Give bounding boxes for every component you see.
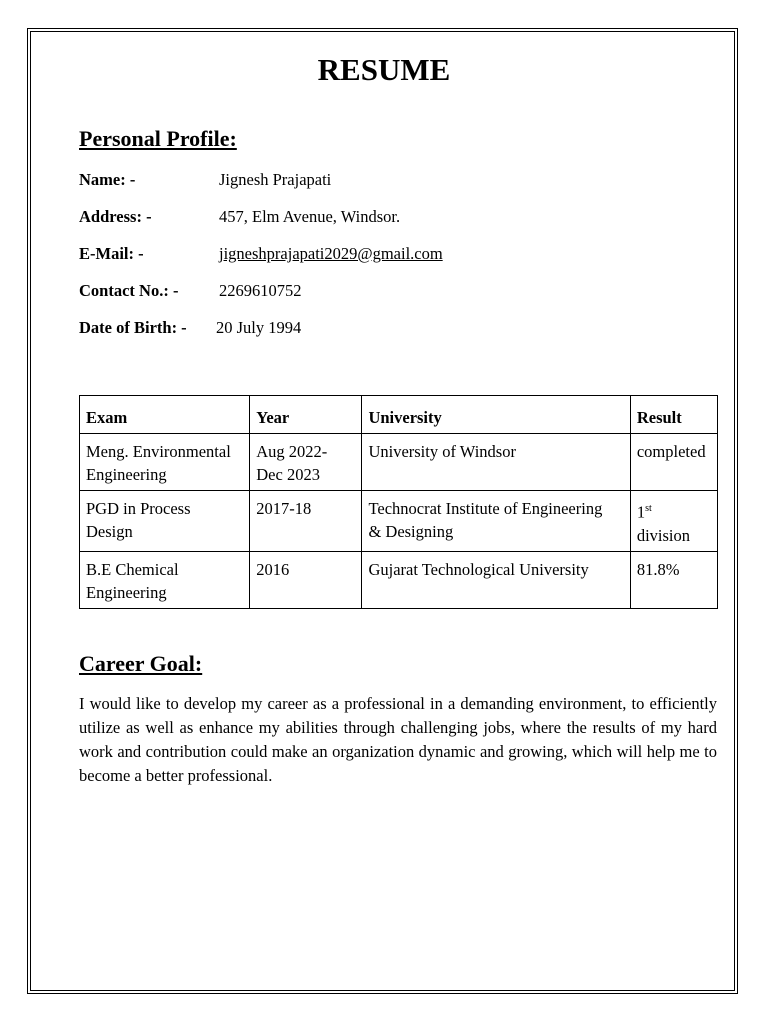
address-label: Address: - xyxy=(79,207,152,226)
document-title: RESUME xyxy=(317,52,451,87)
table-row xyxy=(80,491,718,552)
cell-text: Dec 2023 xyxy=(256,465,320,484)
cell-text: Engineering xyxy=(86,465,167,484)
cell-text: B.E Chemical xyxy=(86,559,179,579)
career-goal-heading: Career Goal: xyxy=(79,651,203,676)
cell-text: 2016 xyxy=(256,559,290,579)
profile-row-contact xyxy=(79,279,302,303)
cell-result xyxy=(630,434,717,491)
contact-label: Contact No.: - xyxy=(79,281,179,300)
cell-text: Technocrat Institute of Engineering xyxy=(368,499,603,518)
table-header-row xyxy=(80,396,718,434)
profile-row-dob xyxy=(79,316,302,340)
education-table xyxy=(79,395,718,609)
profile-row-address xyxy=(79,205,401,229)
cell-text: Engineering xyxy=(86,582,167,602)
cell-university xyxy=(362,491,630,552)
cell-text: 2017-18 xyxy=(256,499,312,518)
table-row xyxy=(80,551,718,608)
profile-row-email xyxy=(79,242,443,266)
cell-text: 1 xyxy=(636,502,646,522)
header-year: Year xyxy=(250,396,362,434)
name-label: Name: - xyxy=(79,170,136,189)
cell-university xyxy=(362,434,630,491)
cell-text: PGD in Process xyxy=(86,499,191,518)
profile-row-name xyxy=(79,168,332,192)
cell-exam xyxy=(80,551,250,608)
header-result: Result xyxy=(630,396,717,434)
cell-university xyxy=(362,551,630,608)
cell-text: University of Windsor xyxy=(368,442,516,461)
career-goal-text: I would like to develop my career as a professional in a demanding environment, to efficiently utilize as well as enhance my abilities through challenging jobs, where the results of my hard work and contribution could make an organization dynamic and growing, which will help me to become a better professional. xyxy=(79,694,717,785)
cell-text: Aug 2022- xyxy=(256,442,328,461)
cell-text: completed xyxy=(636,442,706,461)
contact-value: 2269610752 xyxy=(219,281,302,300)
cell-text: Design xyxy=(86,522,133,541)
header-university: University xyxy=(362,396,630,434)
cell-year xyxy=(250,434,362,491)
dob-value: 20 July 1994 xyxy=(216,318,302,337)
cell-text: Gujarat Technological University xyxy=(368,559,589,579)
email-label: E-Mail: - xyxy=(79,244,144,263)
table-row xyxy=(80,434,718,491)
cell-text: Meng. Environmental xyxy=(86,442,231,461)
dob-label: Date of Birth: - xyxy=(79,318,187,337)
email-link[interactable]: jigneshprajapati2029@gmail.com xyxy=(219,244,443,263)
superscript-text: st xyxy=(645,503,652,514)
cell-result xyxy=(630,491,717,552)
cell-result xyxy=(630,551,717,608)
header-exam: Exam xyxy=(80,396,250,434)
cell-exam xyxy=(80,491,250,552)
personal-profile-heading: Personal Profile: xyxy=(79,126,237,151)
cell-year xyxy=(250,491,362,552)
cell-text: & Designing xyxy=(368,522,454,541)
cell-text: 81.8% xyxy=(636,559,680,579)
name-value: Jignesh Prajapati xyxy=(219,170,332,189)
address-value: 457, Elm Avenue, Windsor. xyxy=(219,207,401,226)
cell-year xyxy=(250,551,362,608)
cell-text: division xyxy=(636,525,691,545)
cell-exam xyxy=(80,434,250,491)
